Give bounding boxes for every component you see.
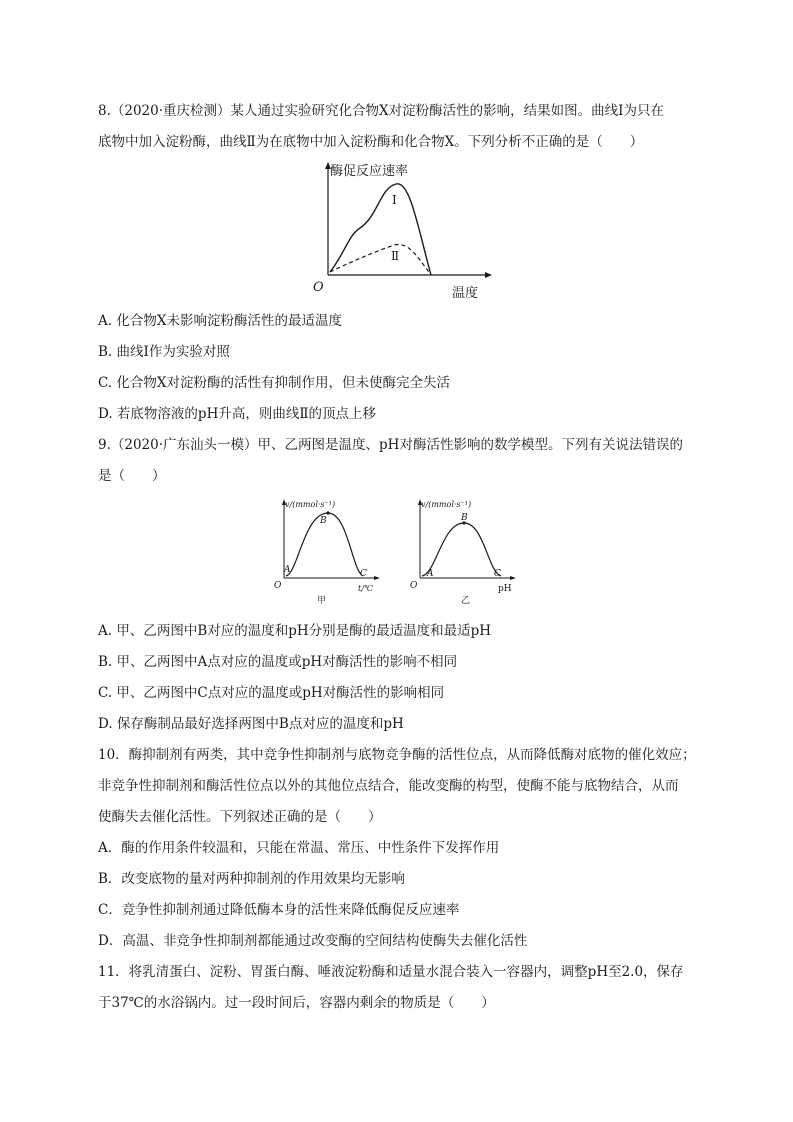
q8-figure <box>300 158 500 308</box>
q9-left-caption: 甲 <box>317 596 327 606</box>
q8-option-a: A. 化合物X未影响淀粉酶活性的最适温度 <box>98 313 342 329</box>
q8-option-d: D. 若底物溶液的pH升高，则曲线Ⅱ的顶点上移 <box>98 406 377 422</box>
q8-stem-line1: 8.（2020·重庆检测）某人通过实验研究化合物X对淀粉酶活性的影响，结果如图。曲线Ⅰ为只在 <box>98 103 664 119</box>
q9-right-curve <box>422 523 501 576</box>
q9-right-y-label: v/(mmol·s⁻¹) <box>421 500 472 509</box>
q11-stem-line2: 于37℃的水浴锅内。过一段时间后，容器内剩余的物质是（ ） <box>98 995 495 1011</box>
q8-curve-1-label: Ⅰ <box>392 193 397 207</box>
q8-origin-label: O <box>313 280 324 295</box>
q9-left-point-c: C <box>360 569 367 579</box>
q9-left-y-label: v/(mmol·s⁻¹) <box>285 500 336 509</box>
q9-right-caption: 乙 <box>461 596 471 606</box>
q9-left-point-b: B <box>320 516 327 526</box>
q9-right-point-b: B <box>461 513 468 523</box>
q10-stem-line1: 10．酶抑制剂有两类，其中竞争性抑制剂与底物竞争酶的活性位点，从而降低酶对底物的催化效应； <box>98 747 696 763</box>
q9-right-point-c: C <box>494 569 501 579</box>
q9-option-a: A. 甲、乙两图中B对应的温度和pH分别是酶的最适温度和最适pH <box>98 623 492 639</box>
q10-option-a: A．酶的作用条件较温和，只能在常温、常压、中性条件下发挥作用 <box>98 840 500 856</box>
q8-curve-1 <box>330 184 431 275</box>
q10-option-b: B．改变底物的量对两种抑制剂的作用效果均无影响 <box>98 871 405 887</box>
q9-stem-line2: 是（ ） <box>98 468 166 484</box>
q9-option-c: C. 甲、乙两图中C点对应的温度或pH对酶活性的影响相同 <box>98 685 445 701</box>
q11-stem-line1: 11．将乳清蛋白、淀粉、胃蛋白酶、唾液淀粉酶和适量水混合装入一容器内，调整pH至2.0，保存 <box>98 964 684 980</box>
q9-left-point-b-dot <box>326 511 329 514</box>
q10-option-c: C．竞争性抑制剂通过降低酶本身的活性来降低酶促反应速率 <box>98 902 460 918</box>
q9-right-point-a: A <box>427 569 434 579</box>
q8-option-c: C. 化合物X对淀粉酶的活性有抑制作用，但未使酶完全失活 <box>98 375 451 391</box>
q9-option-d: D. 保存酶制品最好选择两图中B点对应的温度和pH <box>98 716 404 732</box>
q9-figure-left <box>270 495 390 610</box>
q8-option-b: B. 曲线Ⅰ作为实验对照 <box>98 344 230 360</box>
q9-figure-right <box>406 495 526 610</box>
q9-left-origin: O <box>274 581 282 591</box>
q8-curve-2-label: Ⅱ <box>391 249 400 263</box>
q8-y-axis-label: 酶促反应速率 <box>330 164 409 179</box>
q10-stem-line2: 非竞争性抑制剂和酶活性位点以外的其他位点结合，能改变酶的构型，使酶不能与底物结合，从而 <box>98 778 679 794</box>
q9-left-point-a: A <box>284 565 291 575</box>
q9-right-x-label: pH <box>498 584 512 594</box>
q10-option-d: D．高温、非竞争性抑制剂都能通过改变酶的空间结构使酶失去催化活性 <box>98 933 528 949</box>
q9-option-b: B. 甲、乙两图中A点对应的温度或pH对酶活性的影响不相同 <box>98 654 458 670</box>
q10-stem-line3: 使酶失去催化活性。下列叙述正确的是（ ） <box>98 809 382 825</box>
q9-right-origin: O <box>410 581 418 591</box>
q8-x-axis-label: 温度 <box>452 286 479 301</box>
q9-stem-line1: 9.（2020·广东汕头一模）甲、乙两图是温度、pH对酶活性影响的数学模型。下列有关说法错误的 <box>98 437 683 453</box>
q8-stem-line2: 底物中加入淀粉酶，曲线Ⅱ为在底物中加入淀粉酶和化合物X。下列分析不正确的是（ ） <box>98 134 644 150</box>
q9-left-x-label: t/℃ <box>358 584 373 593</box>
